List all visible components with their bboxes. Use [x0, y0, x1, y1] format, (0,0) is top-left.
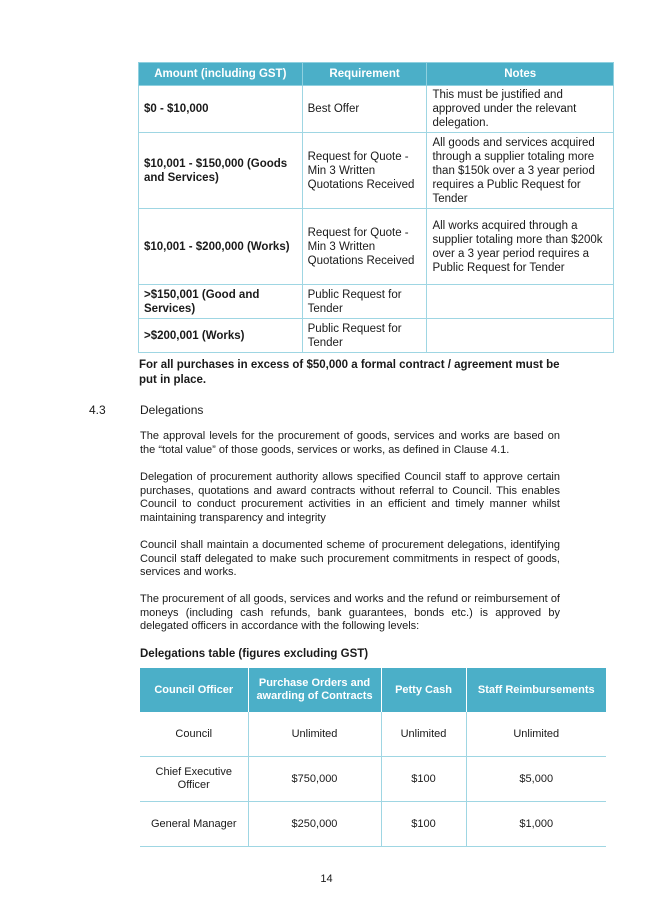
- reimbursement-cell: $1,000: [466, 802, 606, 847]
- reimbursement-cell: Unlimited: [466, 712, 606, 757]
- header-notes: Notes: [427, 63, 614, 86]
- notes-cell: All works acquired through a supplier totaling more than $200k over a 3 year period requires a Public Request for Tender: [427, 209, 614, 285]
- requirement-cell: Request for Quote - Min 3 Written Quotations Received: [302, 133, 427, 209]
- amount-cell: >$150,001 (Good and Services): [139, 285, 303, 319]
- threshold-table-header: [139, 63, 614, 86]
- contract-requirement-note: For all purchases in excess of $50,000 a formal contract / agreement must be put in place.: [139, 359, 560, 386]
- notes-cell: [427, 285, 614, 319]
- table-row: [139, 319, 614, 353]
- header-amount: Amount (including GST): [139, 63, 303, 86]
- delegations-table-header: [140, 668, 606, 712]
- purchase-limit-cell: Unlimited: [248, 712, 381, 757]
- amount-cell: $0 - $10,000: [139, 86, 303, 133]
- petty-cash-cell: $100: [381, 757, 466, 802]
- header-purchase-orders: Purchase Orders and awarding of Contracts: [248, 668, 381, 712]
- header-petty-cash: Petty Cash: [381, 668, 466, 712]
- requirement-cell: Public Request for Tender: [302, 285, 427, 319]
- delegations-table: [140, 668, 606, 847]
- paragraph-delegation-scheme: Council shall maintain a documented scheme of procurement delegations, identifying Council staff delegated to make such procurement commitments in respect of goods, services and works.: [140, 539, 560, 579]
- purchase-limit-cell: $750,000: [248, 757, 381, 802]
- section-number: 4.3: [89, 403, 106, 417]
- officer-cell: General Manager: [140, 802, 248, 847]
- amount-cell: $10,001 - $200,000 (Works): [139, 209, 303, 285]
- notes-cell: [427, 319, 614, 353]
- officer-cell: Council: [140, 712, 248, 757]
- paragraph-delegation-authority: Delegation of procurement authority allows specified Council staff to approve certain purchases, quotations and award contracts without referral to Council. This enables Council to conduct procurement activities in an efficient and timely manner whilst maintaining transparency and integrity: [140, 471, 560, 524]
- petty-cash-cell: $100: [381, 802, 466, 847]
- procurement-threshold-table: [138, 62, 614, 353]
- table-row: [139, 133, 614, 209]
- paragraph-procurement-levels: The procurement of all goods, services and works and the refund or reimbursement of moneys (including cash refunds, bank guarantees, bonds etc.) is approved by delegated officers in accordance with the following levels:: [140, 593, 560, 633]
- officer-cell: Chief Executive Officer: [140, 757, 248, 802]
- table-row: [139, 285, 614, 319]
- requirement-cell: Public Request for Tender: [302, 319, 427, 353]
- header-council-officer: Council Officer: [140, 668, 248, 712]
- petty-cash-cell: Unlimited: [381, 712, 466, 757]
- paragraph-approval-levels: The approval levels for the procurement of goods, services and works are based on the “total value” of those goods, services or works, as defined in Clause 4.1.: [140, 430, 560, 456]
- purchase-limit-cell: $250,000: [248, 802, 381, 847]
- delegations-table-caption: Delegations table (figures excluding GST): [140, 648, 369, 660]
- reimbursement-cell: $5,000: [466, 757, 606, 802]
- amount-cell: >$200,001 (Works): [139, 319, 303, 353]
- requirement-cell: Request for Quote - Min 3 Written Quotations Received: [302, 209, 427, 285]
- section-title: Delegations: [140, 403, 204, 417]
- header-requirement: Requirement: [302, 63, 427, 86]
- table-row: [139, 209, 614, 285]
- table-row: [140, 757, 606, 802]
- table-row: [140, 712, 606, 757]
- page-number: 14: [320, 873, 333, 885]
- header-staff-reimbursements: Staff Reimbursements: [466, 668, 606, 712]
- table-row: [140, 802, 606, 847]
- notes-cell: All goods and services acquired through a supplier totaling more than $150k over a 3 year period requires a Public Request for Tender: [427, 133, 614, 209]
- requirement-cell: Best Offer: [302, 86, 427, 133]
- amount-cell: $10,001 - $150,000 (Goods and Services): [139, 133, 303, 209]
- table-row: [139, 86, 614, 133]
- notes-cell: This must be justified and approved under the relevant delegation.: [427, 86, 614, 133]
